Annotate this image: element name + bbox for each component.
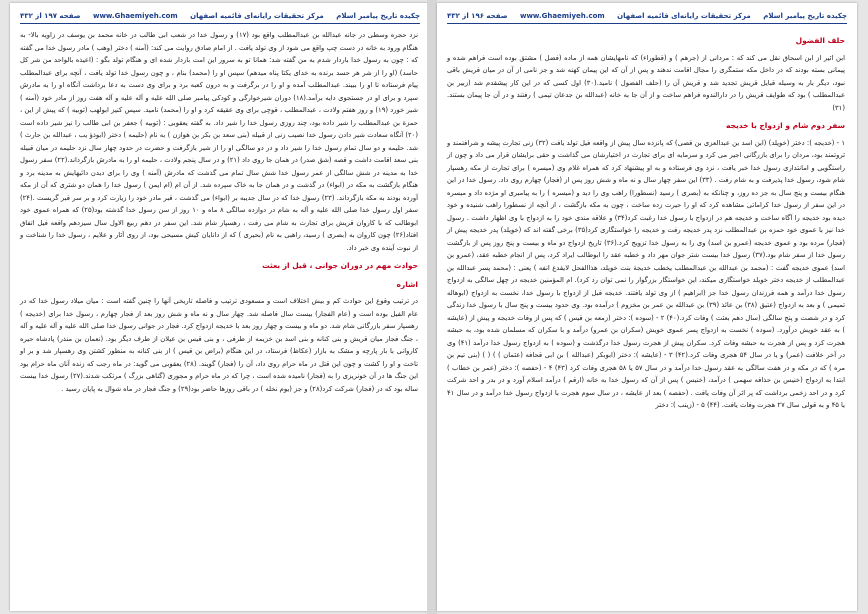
- header-book-title: چکیده تاریخ پیامبر اسلام: [763, 12, 847, 20]
- header-center: مرکز تحقیقات رایانه‌ای قائمیه اصفهان: [190, 12, 324, 20]
- section-heading: حوادث مهم در دوران جوانی ، قبل از بعثت: [262, 261, 418, 270]
- paragraph: نزد حجره وسطی در جانه عبدالله بن عبدالمطلب واقع بود (۱۷) و رسول خدا در شعب ابی طالب در خانه محمد بن یوسف در زاویه بالا- به هنگام ورود به خانه در دست چپ واقع می شود از وی تولد یافت . از امام صادق روایت می کند: (آمنه ) دختر (وهب ) مادر رسول خدا می گفته که : چون به رسول خدا باردار شدم به من گفته شد: همانا تو به سرور این امت باردار شده ای و هنگام تولد بگو : (اعیذه بالواحد من شر کل حاسد) (او را از شر هر حسد برنده به خدای یکتا پناه میدهم) سپس او را (محمد) بنام ، و چون رسول خدا تولد یافت ، آنچه برای عبدالمطلب پیام فرستاده تا او را ببیند. عبدالمطلب آمده و او را در برگرفت و به درون کعبه برد و برای وی دست به دعا برداشت آنگاه او را به مادرش سپرد و برای او در جستجوی دایه برآمد.(۱۸) دوران شیرخوارگی و کودکی پیامبر صلی الله علیه و آله علیه و آله هفت روز از مادر خود (آمنه ) شیر خورد (۱۹) و روز هفتم ولادت ، عبدالمطلب ، قوچی برای وی عقیقه کرد و او را (محمد) نامید. سپس کنیز ابولهب (ثوبیه ) که پیش از این ، حمزة بن عبدالمطلب را شیر داده بود، چند روزی رسول خدا را شیر داد. به گفته یعقوبی : (ثوبیه ) جعفر بن ابی طالب را نیز شیر داده است (۲۰) آنگاه سعادت شیر دادن رسول خدا نصیب زنی از قبیله (بنی سعد بن بکر بن هوازن ) به نام (حلیمه ) دختر (ابوذؤ یب ، عبدالله بن حارث ) شد. حلیمه و دو سال تمام رسول خدا را شیر داد و در دو سالگی او را از شیر بازگرفت و حضرت در حدود چهار سال نزد حلیمه در میان قبیله بنی سعد اقامت داشت و قصه (شق صدر) در همان جا روی داد (۲۱) و در سال پنجم ولادت ، حلیمه او را به مادرش بازگرداند.(۲۲) سفر رسول خدا به مدینه در شش سالگی از عمر رسول خدا شش سال تمام می گذشت که مادرش (آمنه ) وی را برای دیدن دائیهایش به مدینه برد و هنگام بازگشت به مکه در (ابواء) در گذشت و در همان جا به خاک سپرده شد. از آن ام (ام ایمن ) رسول خدا را همان دو شتری که آن از مکه آورده بودند به مکه بازگرداند. (۲۳) رسول خدا که در سال جدیبه بر (ابواء) می گذشت ، قبر مادر خود را زیارت کرد و بر سر قبر گریست .(۲۴) سفر اول رسول خدا صلی الله علیه و آله به شام در دوازده سالگی ۸ ماه و ۱۰ روز از سن رسول خدا گذشته بود(۲۵) که همراه عموی خود ابوطالب که با کاروان قریش برای تجارت به شام می رفت ، رهسپار شام شد. این سفر در دهم ربیع الاول سال سیزدهم واقعه فیل اتفاق افتاد(۲۶) چون کاروان به (بصری ) رسید، راهبی به نام (بحیری ) که از دانایان کیش مسیحی بود، از روی آثار و علایم ، رسول خدا را شناخت و از نبوت آینده وی خبر داد.: [20, 31, 419, 252]
- paragraph: ۱ - (خدیجه ): دختر (خویلد) (ابن اسد بن عبدالعزی بن قصی) که پانزده سال پیش از واقعه فیل تولد یافت (۳۲) زنی تجارت پیشه و شرافتمند و ثروتمند بود، مردان را برای بازرگانی اجیر می کرد و سرمایه ای برای تجارت در اختیارشان می گذاشت و حقی برایشان قرار می داد و چون از راستگویی و امانتداری رسول خدا خبر یافت ، نزد وی فرستاده و به او پیشنهاد کرد که همراه غلام وی (میسره ) برای تجارت از مکه رهسپار شام شود، رسول خدا پذیرفت و به شام رفت . (۳۳) این سفر چهار سال و نه ماه و شش روز پس از (فجار) چهارم روی داد. رسول خدا در این هنگام بیست و پنج سال به جز ده روز، و چنانکه به (بصری ) رسید (نسطورا) راهب وی را دید و (میسره ) را به پیامبری او مژده داد و میسره در این سفر از رسول خدا کراماتی مشاهده کرد که او را حیرت زده ساخت ، چون به مکه بازگشت ، از آنچه از نسطورا راهب شنیده و خود دیده بود خدیجه را آگاه ساخت و خدیجه هم در ازدواج با رسول خدا رغبت کرد(۳۴) و علاقه مندی خود را به ازدواج با وی اظهار داشت . رسول خدا نیز با عموی خود حمزه بن عبدالمطلب نزد پدر خدیجه رفت و خدیجه را خواستگاری کرد(۳۵) برخی گفته اند که (خویلد) پدر خدیجه پیش از (فجار) مرده بود و عموی خدیجه (عمرو بن اسد) وی را به رسول خدا تزویج کرد.(۳۶) تاریخ ازدواج دو ماه و بیست و پنج روز پس از بازگشت رسول خدا از سفر شام بود.(۳۷) رسول خدا بیست شتر جوان مهر داد و خطبه عقد را ابوطالب ایراد کرد، پس از انجام خطبه عقد، (عمرو بن اسد) عموی خدیجه گفت : (محمد بن عبدالله بن عبدالمطلب یخطب خدیجة بنت خویلد، هذاالفحل لایقدع انفه ) یعنی : (محمد پسر عبدالله بن عبدالمطلب از خدیجه دختر خویلد خواستگاری میکند، این خواستگار بزرگوار را نمی توان رد کرد). ام المؤمنین خدیجه در چهل سالگی به ازدواج رسول خدا درآمد و همه فرزندان رسول خدا جز (ابراهیم ) از وی تولد یافتند. خدیجه قبل از ازدواج با رسول خدا، نخست به ازدواج (ابوهاله تمیمی ) و بعد به ازدواج (عتیق (۳۸) بن عائذ (۳۹) بن عبدالله بن عمر بن مخزوم ) درآمده بود. وی حدود بیست و پنج سال با رسول خدا زندگی کرد و در شصت و پنج سالگی (سال دهم بعثت ) وفات کرد.(۴۰) ۲ - (سوده ): دختر (زمعه بن قیس ) که پس از وفات خدیجه و پیش از (عایشه ) به عقد خویش درآورد. (سوده ) نخست به ازدواج پسر عموی خویش (سکران بن عمرو) درآمد و با سکران که مسلمان شده بود، به حبشه هجرت کرد و پس از هجرت به حبشه وفات کرد. سکران پیش از هجرت رسول خدا درگذشت و (سوده ) به ازدواج رسول خدا درآمد (۴۱) وی در آخر خلافت (عمر) و یا در سال ۵۴ هجری وفات کرد.(۴۲) ۳ - (عایشه ): دختر (ابوبکر (عبدالله ) بن ابی قحافه (عثمان ) ) ( ) (بنی تیم بن مره ) که در مکه و در هفت سالگی به عقد رسول خدا درآمد و در سال ۵۷ یا ۵۸ هجری وفات کرد (۴۳) ۴ - (حفصه ): دختر (عمر بن خطاب ) ابتدا به ازدواج (خنیس بن حذافه سهمی ) درآمد، (خنیس ) پس از آن که رسول خدا به خانه (ارقم ) درآمد اسلام آورد و در بدر و احد شرکت کرد و در احد زخمی برداشت که پر اثر آن وفات یافت . (حفصه ) بعد از عایشه ، در سال سوم هجرت با ازدواج رسول خدا درآمد و در سال ۴۱ یا ۴۵ و به قولی سال ۲۷ هجرت وفات یافت. (۴۴) ۵ - (زینب ): دختر: [447, 138, 846, 409]
- page-body: [447, 29, 845, 605]
- header-page-number: صفحه ۱۹۷ از ۴۳۲: [20, 12, 81, 20]
- page-header: [447, 9, 847, 24]
- paragraph: ابن اثیر از ابن اسحاق نقل می کند که : مردانی از (جرهم ) و (قطوراء) که نامهایشان همه از ماده (فضل ) مشتق بوده است فراهم شده و پیمانی بسته بودند که در داخل مکه ستمگری را مجال اقامت ندهند و پس از آن که این پیمان کهنه شد و جز نامی از آن در میان قریش باقی نبود، دیگر بار به وسیله قبایل قریش تجدید شد و قریش آن را (حلف الفضول ) نامید.(۳۰) اول کسی که در این کار پیشقدم شد (زبیر بن عبدالمطلب ) بود که طوایف قریش را در دارالندوه فراهم ساخت و از آن جا به خانه (عبدالله بن جدعان تیمی ) رفتند و در آن جا پیمان بستند. (۳۱): [447, 53, 845, 112]
- section-heading: حلف الفضول: [795, 36, 845, 45]
- header-site-link[interactable]: www.Ghaemiyeh.com: [519, 12, 605, 20]
- paragraph: در ترتیب وقوع این حوادث کم و بیش اختلاف است و مسعودی ترتیب و فاصله تاریخی آنها را چنین گفته است : میان میلاد رسول خدا که در عام الفیل بوده است و (عام الفجار) بیست سال فاصله شد. چهار سال و نه ماه و شش روز بعد از فجار چهارم ، رسول خدا برای (خدیجه ) رهسپار سفر بازرگانی شام شد. دو ماه و بیست و چهار روز بعد با خدیجه ازدواج کرد. فجار در جوانی رسول خدا صلی الله علیه و آله علیه و آله ، جنگ فجار میان قریش و بنی کنانه و بنی اسد بن خزیمه از طرفی ، و بنی قیس بن عیلان از طرف دیگر بود. (نعمان بن منذر) پادشاه حیره کاروانی با بار پارچه و مشک به بازار (عکاظ) فرستاد، در این هنگام (براض بن قیس ) از بنی کنانه به منطور کشتن وی رهسپار شد و بر او تاخت و او را کشت و چون این قتل در ماه حرام روی داد، آن را (فجار) گویند. (۲۸) یعقوبی می گوید: در ماه رجب که زنده آنان ماه حرام بود این جنگ ها در آن خونریزی را به (فجار) نامیده شده است ، چرا که در ماه حرام و مجوری (گناهی بزرگ ) مرتکب شدند.(۲۷) رسول خدا بیست ساله بود که در (فجار) شرکت کرد(۲۸) و جز (یوم نخله ) در باقی روزها حاضر بود(۲۹) و جنگ فجار در ماه شوال به پایان رسید .: [20, 297, 419, 393]
- section-heading: اشاره: [396, 279, 418, 289]
- page-gutter: [427, 0, 437, 614]
- header-site-link[interactable]: www.Ghaemiyeh.com: [92, 12, 178, 20]
- page-left: [10, 3, 430, 611]
- section-heading: سفر دوم شام و ازدواج با خدیجه: [726, 121, 845, 130]
- page-header: [20, 9, 420, 24]
- page-right: [437, 3, 857, 611]
- page-body: [20, 29, 418, 605]
- header-book-title: چکیده تاریخ پیامبر اسلام: [336, 12, 420, 20]
- header-page-number: صفحه ۱۹۶ از ۴۳۲: [447, 12, 508, 20]
- header-center: مرکز تحقیقات رایانه‌ای قائمیه اصفهان: [617, 12, 751, 20]
